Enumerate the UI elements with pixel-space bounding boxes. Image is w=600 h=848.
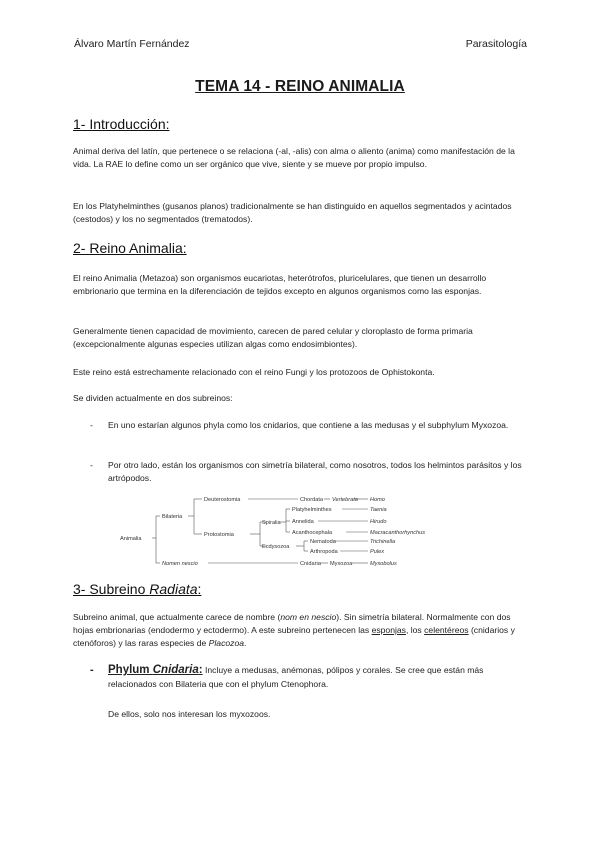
tree-node-deuterostomia: Deuterostomia	[204, 497, 241, 503]
sec3-subparagraph: De ellos, solo nos interesan los myxozoos.	[108, 709, 271, 719]
list-item-subreino-1: - En uno estarían algunos phyla como los cnidarios, que contiene a las medusas y el subphylum Myxozoa.	[90, 419, 528, 432]
tree-node-myxozoa: Myxozoa	[330, 561, 353, 567]
sec1-paragraph-1: Animal deriva del latín, que pertenece o se relaciona (-al, -alis) con alma o aliento (anima) como manifestación de la vida. La RAE lo define como un ser orgánico que vive, siente y se mueve por propio impulso.	[73, 146, 515, 170]
section-1-heading: 1- Introducción:	[73, 116, 170, 132]
text-run-italic: Placozoa	[208, 638, 245, 649]
header-author: Álvaro Martín Fernández	[74, 38, 190, 50]
list-item-text: En uno estarían algunos phyla como los cnidarios, que contiene a las medusas y el subphylum Myxozoa.	[108, 420, 509, 430]
tree-node-macracanthorhynchus: Macracanthorhynchus	[370, 530, 426, 536]
section-3-heading-radiata: Radiata	[149, 581, 198, 597]
tree-node-platyhelminthes: Platyhelminthes	[292, 507, 332, 513]
section-3-heading	[73, 581, 201, 597]
sec3-paragraph-1	[73, 611, 528, 651]
tree-node-vertebrata: Vertebrata	[332, 497, 358, 503]
sec1-paragraph-2: En los Platyhelminthes (gusanos planos) tradicionalmente se han distinguido en aquellos segmentados y acintados (cestodos) y los no segmentados (trematodos).	[73, 201, 512, 225]
tree-node-spiralia: Spiralia	[262, 520, 281, 526]
tree-node-cnidaria: Cnidaria	[300, 561, 321, 567]
list-item-text: Por otro lado, están los organismos con simetría bilateral, como nosotros, todos los helmintos parásitos y los artrópodos.	[108, 460, 522, 484]
tree-node-arthropoda: Arthropoda	[310, 549, 338, 555]
tree-node-ecdysozoa: Ecdysozoa	[262, 544, 290, 550]
phylum-name: Cnidaria	[152, 664, 199, 676]
tree-node-bilateria: Bilateria	[162, 514, 183, 520]
text-run-underline: esponjas	[371, 625, 406, 636]
section-3-heading-text: 3- Subreino	[73, 581, 150, 597]
sec2-paragraph-4: Se dividen actualmente en dos subreinos:	[73, 393, 233, 403]
tree-node-acanthocephala: Acanthocephala	[292, 530, 333, 536]
tree-node-nematoda: Nematoda	[310, 539, 336, 545]
tree-node-annelida: Annelida	[292, 519, 314, 525]
text-run-underline: celentéreos	[424, 625, 469, 636]
text-run: ). Sin simetría bilateral. Normalmente con dos hojas embrionarias (endodermo y ectodermo). A este subreino pertenecen las	[73, 612, 511, 636]
section-2-heading: 2- Reino Animalia:	[73, 240, 187, 256]
header-subject: Parasitología	[465, 38, 527, 50]
tree-node-nomen-nescio: Nomen nescio	[162, 561, 198, 567]
sec2-paragraph-1: El reino Animalia (Metazoa) son organismos eucariotas, heterótrofos, pluricelulares, que tienen un desarrollo embrionario que termina en la diferenciación de tejidos excepto en algunos organismos como las esponjas.	[73, 273, 487, 297]
phylum-label: Phylum	[108, 664, 153, 676]
phylogenetic-tree	[120, 490, 440, 570]
text-run: .	[244, 638, 247, 649]
tree-node-homo: Homo	[370, 497, 385, 503]
tree-node-pulex: Pulex	[370, 549, 384, 555]
tree-node-myxobolus: Myxobolus	[370, 561, 397, 567]
phylum-description: Incluye a medusas, anémonas, pólipos y corales. Se cree que están más relacionados con Bilateria que con el phylum Ctenophora.	[108, 665, 484, 689]
section-3-heading-colon: :	[197, 581, 202, 597]
tree-node-chordata: Chordata	[300, 497, 324, 503]
list-item-subreino-2: - Por otro lado, están los organismos con simetría bilateral, como nosotros, todos los helmintos parásitos y los artrópodos.	[90, 459, 528, 485]
tree-node-protostomia: Protostomia	[204, 532, 234, 538]
tree-node-hirudo: Hirudo	[370, 519, 387, 525]
text-run-italic: nom en nescio	[280, 612, 337, 622]
list-item-phylum-cnidaria: - Phylum Cnidaria: Incluye a medusas, anémonas, pólipos y corales. Se cree que están más relacionados con Bilateria que con el phylum Ctenophora.	[90, 664, 484, 689]
text-run: , los	[405, 625, 425, 636]
sec2-paragraph-2: Generalmente tienen capacidad de movimiento, carecen de pared celular y cloroplasto de forma primaria (excepcionalmente algunas especies utilizan algas como endosimbiontes).	[73, 326, 473, 350]
sec2-paragraph-3: Este reino está estrechamente relacionado con el reino Fungi y los protozoos de Ophistokonta.	[73, 367, 435, 377]
tree-node-trichinella: Trichinella	[370, 539, 396, 545]
page-title: TEMA 14 - REINO ANIMALIA	[195, 78, 405, 95]
text-run: (cnidarios y ctenóforos) y las raras especies de	[73, 625, 515, 649]
text-run: Subreino animal, que actualmente carece de nombre (	[73, 612, 281, 622]
tree-node-animalia: Animalia	[120, 536, 142, 542]
tree-node-taenia: Taenia	[370, 507, 387, 513]
phylum-colon: :	[198, 664, 203, 676]
